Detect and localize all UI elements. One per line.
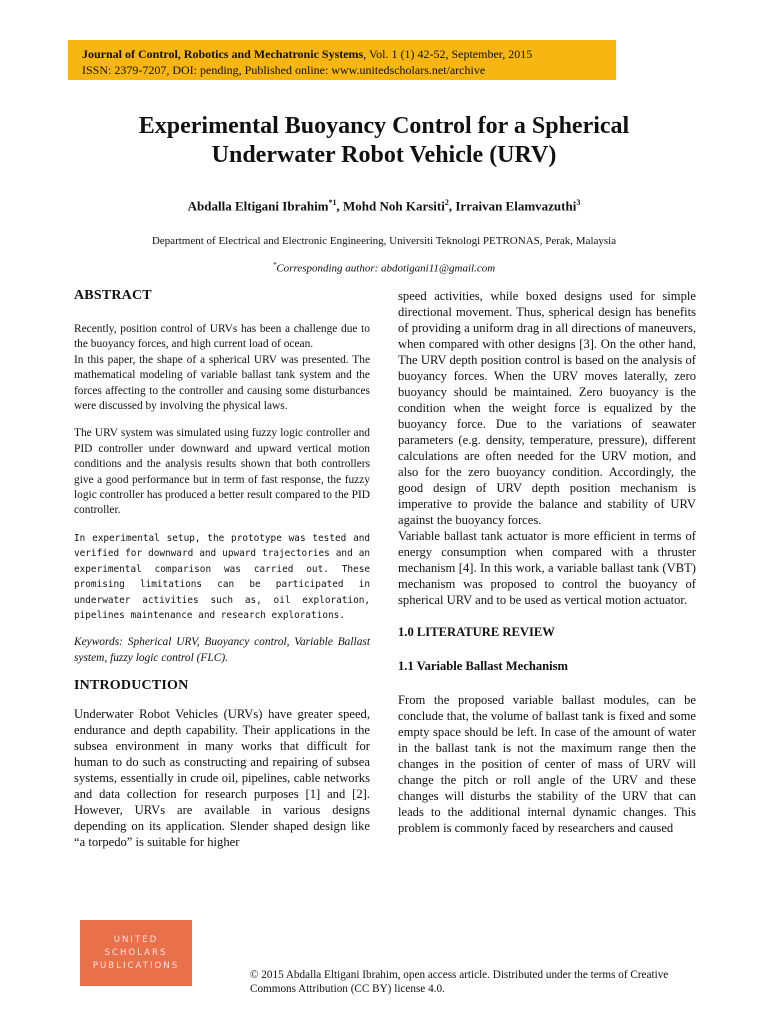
corresponding-author [60,261,708,275]
logo-line-2: SCHOLARS [104,947,168,958]
paper-title [60,112,708,170]
corresponding-text: Corresponding author: abdotigani11@gmail.com [276,262,496,275]
author-1-sup: *1 [328,198,337,207]
journal-issue: , Vol. 1 (1) 42-52, September, 2015 [363,47,533,61]
variable-ballast-subheading: 1.1 Variable Ballast Mechanism [398,659,569,673]
paper-title-line2: Underwater Robot Vehicle (URV) [211,142,557,168]
right-column [398,288,696,848]
abstract-paragraph-2: In this paper, the shape of a spherical URV was presented. The mathematical modeling of variable ballast tank system and the forces affecting to the controller and causing some disturbances were discussed by involving the physical laws. [74,353,370,413]
left-column [74,288,370,862]
affiliation: Department of Electrical and Electronic Engineering, Universiti Teknologi PETRONAS, Perak, Malaysia [151,235,617,247]
logo-line-1: UNITED [113,934,159,945]
abstract-paragraph-1: Recently, position control of URVs has been a challenge due to the buoyancy forces, and high current load of ocean. [74,323,370,351]
right-paragraph-3: From the proposed variable ballast modules, can be conclude that, the volume of ballast tank is fixed and some empty space should be left. In case of the amount of water in the ballast tank is not the maximum range then the changes in the position of center of mass of URV will change the pitch or roll angle of the URV and these changes will disturbs the stability of the URV that can leads to the additional internal dynamic changes. This problem is commonly faced by researchers and caused [398,693,696,835]
logo-line-3: PUBLICATIONS [92,960,180,971]
introduction-heading: INTRODUCTION [74,678,189,694]
author-3: , Irraivan Elamvazuthi [448,198,577,214]
abstract-paragraph-4: In experimental setup, the prototype was tested and verified for downward and upward trajectories and an experimental comparison was carried out. These promising limitations can be participated in underwater activities such as, oil exploration, pipelines maintenance and research explorations. [74,532,370,621]
keywords: Keywords: Spherical URV, Buoyancy control, Variable Ballast system, fuzzy logic control (FLC). [74,636,370,664]
publisher-logo [80,920,192,986]
abstract-paragraph-3: The URV system was simulated using fuzzy logic controller and PID controller under downward and upward vertical motion conditions and the analysis results shown that both controllers give a good performance but in term of fast response, the fuzzy logic controller has produced a better result compared to the PID controller. [74,427,370,517]
journal-issn: ISSN: 2379-7207, DOI: pending, Published online: www.unitedscholars.net/archive [82,63,486,77]
journal-header [68,40,616,80]
right-paragraph-2: Variable ballast tank actuator is more efficient in terms of energy consumption when compared with a thruster mechanism [4]. In this work, a variable ballast tank (VBT) mechanism was proposed to control the buoyancy of spherical URV and to be used as vertical motion actuator. [398,529,696,607]
author-2: , Mohd Noh Karsiti [336,198,445,214]
right-paragraph-1: speed activities, while boxed designs used for simple directional movement. Thus, spherical design has benefits of providing a uniform drag in all directions of maneuvers, when compared with other designs [3]. On the other hand, The URV depth position control is based on the analysis of buoyancy forces. When the URV moves laterally, zero buoyancy should be maintained. Zero buoyancy is the condition when the weight force is equalized by the buoyancy force. Due to the variations of seawater parameters (e.g. density, temperature, pressure), different calculations are often needed for the URV motion, and also for the zero buoyancy condition. Accordingly, the good design of URV depth position mechanism is imperative to provide the balance and stability of URV against the buoyancy forces. [398,289,696,527]
paper-title-line1: Experimental Buoyancy Control for a Spherical [138,113,630,139]
author-list [60,198,708,214]
author-3-sup: 3 [576,198,581,207]
abstract-heading: ABSTRACT [74,288,152,303]
journal-citation [82,46,606,62]
author-2-sup: 2 [444,198,449,207]
license-footer: © 2015 Abdalla Eltigani Ibrahim, open access article. Distributed under the terms of Creative Commons Attribution (CC BY) license 4.0. [250,969,669,995]
literature-review-heading: 1.0 LITERATURE REVIEW [398,625,555,639]
journal-name: Journal of Control, Robotics and Mechatronic Systems [82,47,364,61]
author-1: Abdalla Eltigani Ibrahim [187,198,329,214]
introduction-paragraph-1: Underwater Robot Vehicles (URVs) have greater speed, endurance and depth capability. Their applications in the subsea environment in many works that difficult for human to do such as constructing and repairing of subsea systems, essentially in crude oil, pipelines, cable networks and data collection for research purposes [1] and [2]. However, URVs are available in various designs depending on its application. Slender shaped design like “a torpedo” is suitable for higher [74,707,370,850]
corresponding-sup: * [272,261,277,269]
